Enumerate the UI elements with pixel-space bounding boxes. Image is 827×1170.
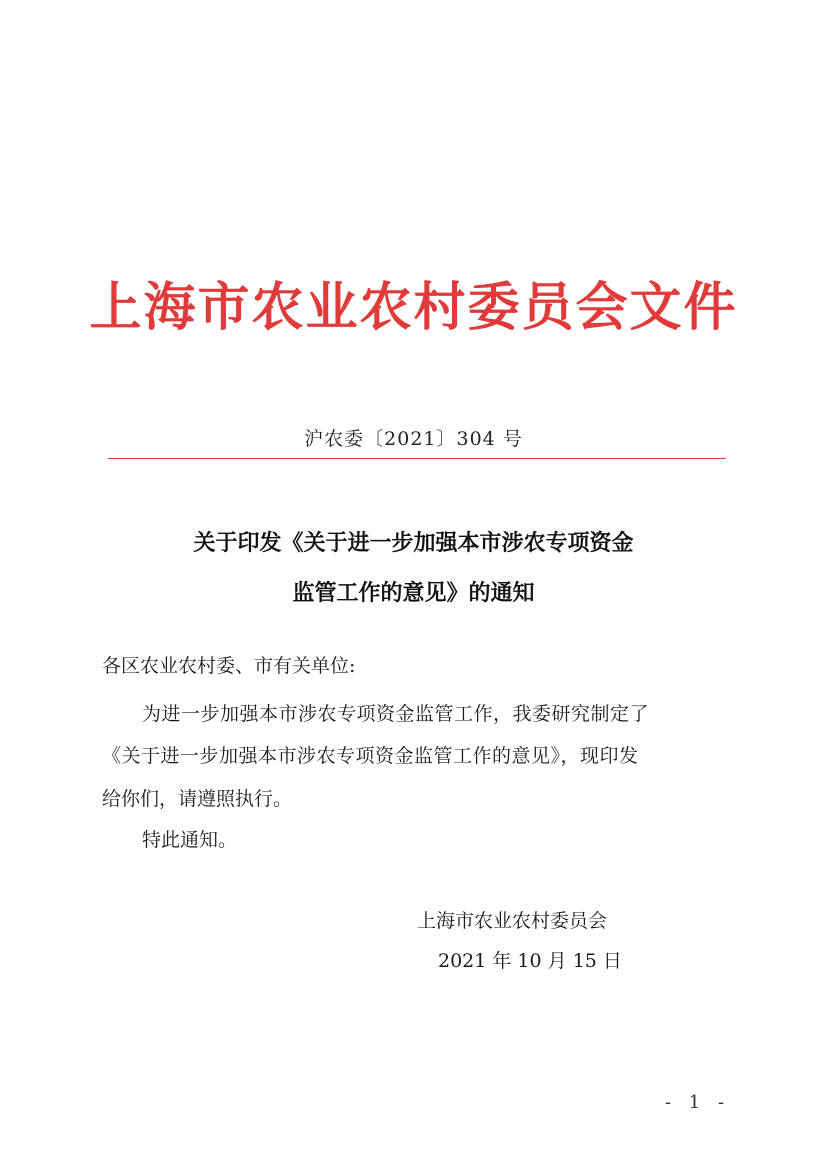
body-paragraph-line-3: 给你们，请遵照执行。 [102,788,293,810]
signature-date: 2021 年 10 月 15 日 [438,950,622,972]
body-paragraph-line-1: 为进一步加强本市涉农专项资金监管工作，我委研究制定了 [142,703,650,725]
page-number: - 1 - [665,1092,731,1113]
document-number: 沪农委〔2021〕304 号 [304,428,523,450]
signature-organization: 上海市农业农村委员会 [417,910,608,932]
salutation: 各区农业农村委、市有关单位: [102,655,356,677]
document-header-title: 上海市农业农村委员会文件 [89,277,738,338]
closing-remark: 特此通知。 [142,829,238,851]
notice-title-line-1: 关于印发《关于进一步加强本市涉农专项资金 [193,530,634,556]
notice-title-line-2: 监管工作的意见》的通知 [292,580,535,606]
header-red-divider [108,458,726,459]
body-paragraph-line-2: 《关于进一步加强本市涉农专项资金监管工作的意见》，现印发 [102,745,639,767]
